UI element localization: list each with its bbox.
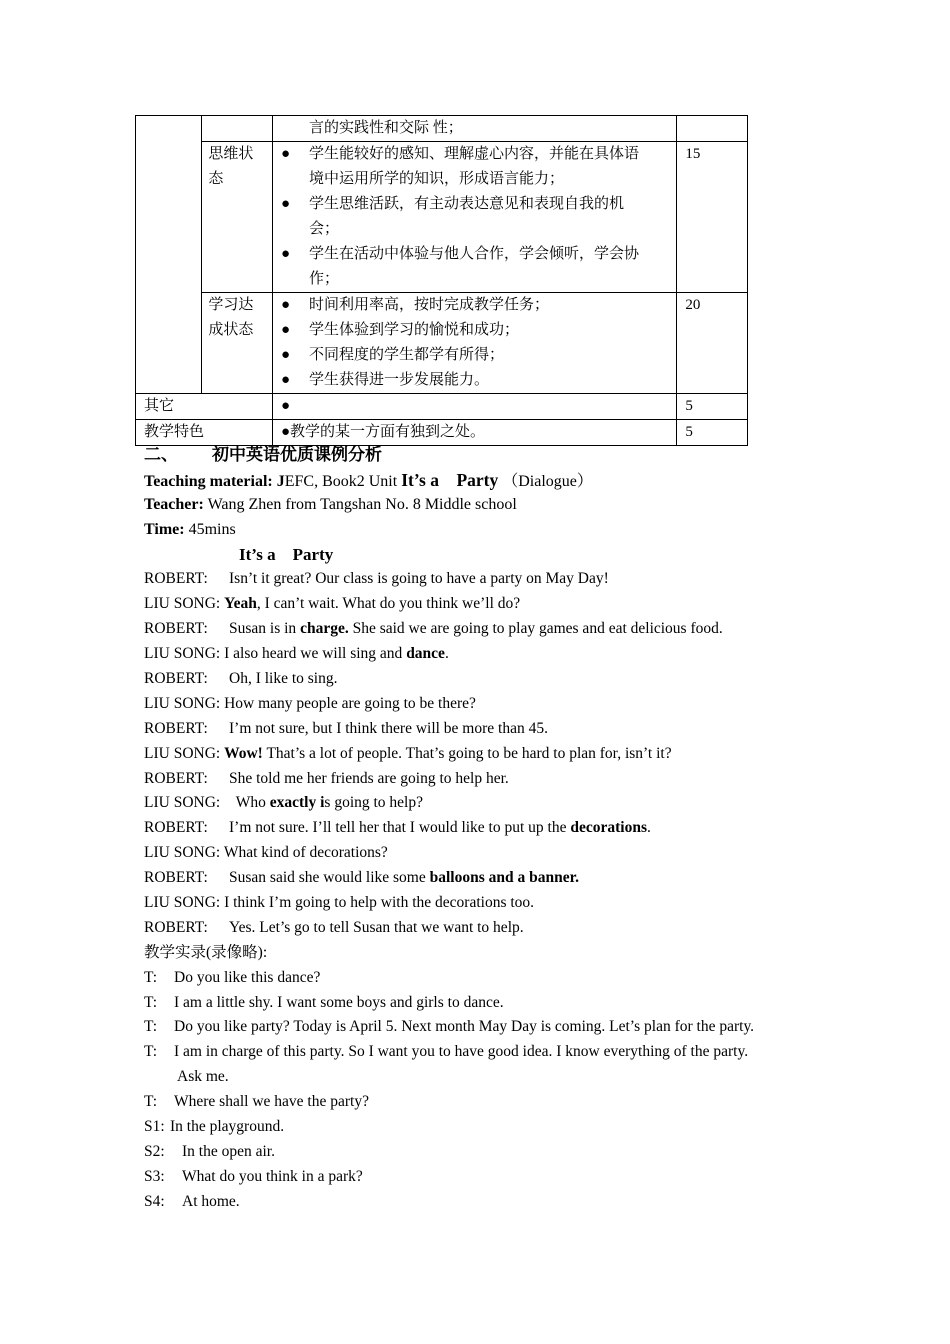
record-line xyxy=(144,1090,844,1115)
speaker: T: xyxy=(144,993,158,1011)
time-value: 45mins xyxy=(188,520,236,538)
line-text: At home. xyxy=(182,1192,240,1210)
line-text: I think I’m going to help with the decorations too. xyxy=(224,894,535,912)
table-row xyxy=(136,142,748,293)
dialogue-line xyxy=(144,717,844,742)
bullet-item xyxy=(277,293,672,318)
teacher-value: Wang Zhen from Tangshan No. 8 Middle school xyxy=(207,495,517,513)
bullet-text: 学生在活动中体验与他人合作，学会倾听，学会协 xyxy=(308,246,639,262)
line-text: I am in charge of this party. So I want you to have good idea. I know everything of the party. xyxy=(174,1043,749,1061)
criterion-text: ●教学的某一方面有独到之处。 xyxy=(272,420,676,446)
line-text: She said we are going to play games and eat delicious food. xyxy=(348,620,723,638)
bullet-icon: ● xyxy=(280,372,290,388)
line-text: Yes. Let’s go to tell Susan that we want to help. xyxy=(229,918,524,936)
line-text: s going to help? xyxy=(324,794,423,812)
bullet-text: 时间利用率高，按时完成教学任务； xyxy=(308,297,549,313)
criterion-bullets xyxy=(272,293,676,394)
dialogue-line xyxy=(144,891,844,916)
material-j: J xyxy=(276,472,285,490)
score-cell: 15 xyxy=(677,142,748,293)
table-cell xyxy=(136,116,202,394)
line-text: . xyxy=(444,645,449,663)
speaker: LIU SONG: xyxy=(144,694,221,712)
line-text: I also heard we will sing and xyxy=(224,645,407,663)
section-title: 初中英语优质课例分析 xyxy=(212,445,382,464)
section-number: 二、 xyxy=(144,445,178,464)
criterion-label: 其它 xyxy=(136,394,273,420)
table-cell xyxy=(677,116,748,142)
record-line xyxy=(144,966,844,991)
line-text: Isn’t it great? Our class is going to have a party on May Day! xyxy=(229,570,609,588)
speaker: S4: xyxy=(144,1192,165,1210)
record-line xyxy=(144,1015,844,1040)
bullet-text: 境中运用所学的知识，形成语言能力； xyxy=(308,171,564,187)
table-row xyxy=(136,293,748,394)
bullet-item xyxy=(277,318,672,343)
line-text: I’m not sure. I’ll tell her that I would like to put up the xyxy=(229,819,571,837)
dialogue-line xyxy=(144,742,844,767)
bullet-item xyxy=(277,242,672,292)
emphasis: dance xyxy=(406,645,445,663)
emphasis: balloons and a banner. xyxy=(429,869,579,887)
criterion-label: 思维状态 xyxy=(202,142,273,293)
dialogue-line xyxy=(144,841,844,866)
line-text: Susan is in xyxy=(229,620,301,638)
bullet-icon: ● xyxy=(280,347,290,363)
speaker: S1: xyxy=(144,1118,165,1136)
line-text: . xyxy=(647,819,651,837)
line-text: She told me her friends are going to help her. xyxy=(229,769,509,787)
dialogue-line xyxy=(144,916,844,941)
line-text: Susan said she would like some xyxy=(229,869,430,887)
unit-title: It’s a Party xyxy=(401,469,499,490)
emphasis: Wow! xyxy=(224,744,263,762)
teacher-line xyxy=(144,493,844,518)
material-value: EFC, Book2 Unit xyxy=(284,472,398,490)
time-line xyxy=(144,518,844,543)
teacher-label: Teacher: xyxy=(144,495,204,513)
line-text: In the open air. xyxy=(182,1142,275,1160)
evaluation-table xyxy=(135,115,748,446)
speaker: ROBERT: xyxy=(144,918,208,936)
record-line xyxy=(144,1165,844,1190)
line-text: Who xyxy=(235,794,270,812)
emphasis: decorations xyxy=(570,819,647,837)
bullet-item xyxy=(277,142,672,192)
criterion-bullets xyxy=(272,394,676,420)
score-cell: 5 xyxy=(677,394,748,420)
speaker: LIU SONG: xyxy=(144,794,221,812)
score-cell: 20 xyxy=(677,293,748,394)
speaker: ROBERT: xyxy=(144,719,208,737)
bullet-text: 会； xyxy=(308,221,339,237)
line-text: Ask me. xyxy=(177,1068,229,1086)
speaker: ROBERT: xyxy=(144,620,208,638)
table-cell xyxy=(202,116,273,142)
speaker: LIU SONG: xyxy=(144,894,221,912)
speaker: LIU SONG: xyxy=(144,744,221,762)
cell-text: 言的实践性和交际 性； xyxy=(308,120,463,136)
dialogue-line xyxy=(144,767,844,792)
bullet-item xyxy=(277,343,672,368)
teaching-record xyxy=(144,966,844,1215)
speaker: T: xyxy=(144,968,158,986)
table-row xyxy=(136,394,748,420)
speaker: T: xyxy=(144,1043,158,1061)
speaker: ROBERT: xyxy=(144,769,208,787)
speaker: S2: xyxy=(144,1142,165,1160)
bullet-item xyxy=(277,192,672,242)
bullet-item xyxy=(277,368,672,393)
teaching-material-line xyxy=(144,468,844,493)
record-line xyxy=(144,991,844,1016)
table-row xyxy=(136,420,748,446)
bullet-icon: ● xyxy=(280,297,290,313)
dialogue-line xyxy=(144,816,844,841)
bullet-text: 学生获得进一步发展能力。 xyxy=(308,372,489,388)
line-text: What do you think in a park? xyxy=(182,1167,363,1185)
line-text: Where shall we have the party? xyxy=(174,1093,369,1111)
record-line xyxy=(144,1190,844,1215)
speaker: ROBERT: xyxy=(144,670,208,688)
dialogue-line xyxy=(144,791,844,816)
dialogue-line xyxy=(144,667,844,692)
speaker: ROBERT: xyxy=(144,570,208,588)
criterion-bullets xyxy=(272,142,676,293)
dialogue-line xyxy=(144,617,844,642)
speaker: ROBERT: xyxy=(144,869,208,887)
bullet-icon: ● xyxy=(280,246,290,262)
speaker: LIU SONG: xyxy=(144,645,221,663)
record-line xyxy=(144,1040,844,1065)
material-label: Teaching material: xyxy=(144,472,273,490)
bullet-icon: ● xyxy=(280,196,290,212)
time-label: Time: xyxy=(144,520,185,538)
table-row xyxy=(136,116,748,142)
dialogue-line xyxy=(144,692,844,717)
score-cell: 5 xyxy=(677,420,748,446)
table-cell xyxy=(272,116,676,142)
line-text: What kind of decorations? xyxy=(223,844,388,862)
bullet-icon: ● xyxy=(280,322,290,338)
bullet-icon: ● xyxy=(280,146,290,162)
line-text: Do you like party? Today is April 5. Next month May Day is coming. Let’s plan for the party. xyxy=(174,1018,755,1036)
section-heading xyxy=(144,443,844,468)
emphasis: charge. xyxy=(300,620,349,638)
speaker: T: xyxy=(144,1018,158,1036)
bullet-text: 学生思维活跃，有主动表达意见和表现自我的机 xyxy=(308,196,624,212)
criterion-label: 教学特色 xyxy=(136,420,273,446)
line-text: I am a little shy. I want some boys and girls to dance. xyxy=(174,993,504,1011)
bullet-icon: ● xyxy=(280,398,290,414)
dialogue-line xyxy=(144,642,844,667)
bullet-text: 不同程度的学生都学有所得； xyxy=(308,347,504,363)
line-text: How many people are going to be there? xyxy=(224,694,476,712)
emphasis: exactly i xyxy=(269,794,325,812)
dialogue-line xyxy=(144,592,844,617)
line-text: Do you like this dance? xyxy=(174,968,321,986)
record-line xyxy=(144,1140,844,1165)
record-line xyxy=(144,1115,844,1140)
speaker: LIU SONG: xyxy=(144,595,221,613)
criterion-label: 学习达成状态 xyxy=(202,293,273,394)
dialogue-line xyxy=(144,567,844,592)
line-text: That’s a lot of people. That’s going to be hard to plan for, isn’t it? xyxy=(262,744,672,762)
bullet-text: 作； xyxy=(308,271,339,287)
bullet-text: 学生体验到学习的愉悦和成功； xyxy=(308,322,519,338)
dialogue xyxy=(144,567,844,940)
line-text: Oh, I like to sing. xyxy=(229,670,338,688)
line-text: , I can’t wait. What do you think we’ll do? xyxy=(256,595,521,613)
dialogue-title: It’s a Party xyxy=(239,544,334,564)
document-body xyxy=(144,443,844,1215)
speaker: ROBERT: xyxy=(144,819,208,837)
record-line xyxy=(144,1065,844,1090)
line-text: I’m not sure, but I think there will be more than 45. xyxy=(229,719,548,737)
record-title: 教学实录(录像略): xyxy=(144,943,268,961)
material-type: （Dialogue） xyxy=(502,472,593,490)
line-text: In the playground. xyxy=(170,1118,285,1136)
speaker: LIU SONG: xyxy=(144,844,221,862)
dialogue-line xyxy=(144,866,844,891)
speaker: S3: xyxy=(144,1167,165,1185)
bullet-text: 学生能较好的感知、理解虚心内容，并能在具体语 xyxy=(308,146,639,162)
emphasis: Yeah xyxy=(224,595,257,613)
speaker: T: xyxy=(144,1093,158,1111)
